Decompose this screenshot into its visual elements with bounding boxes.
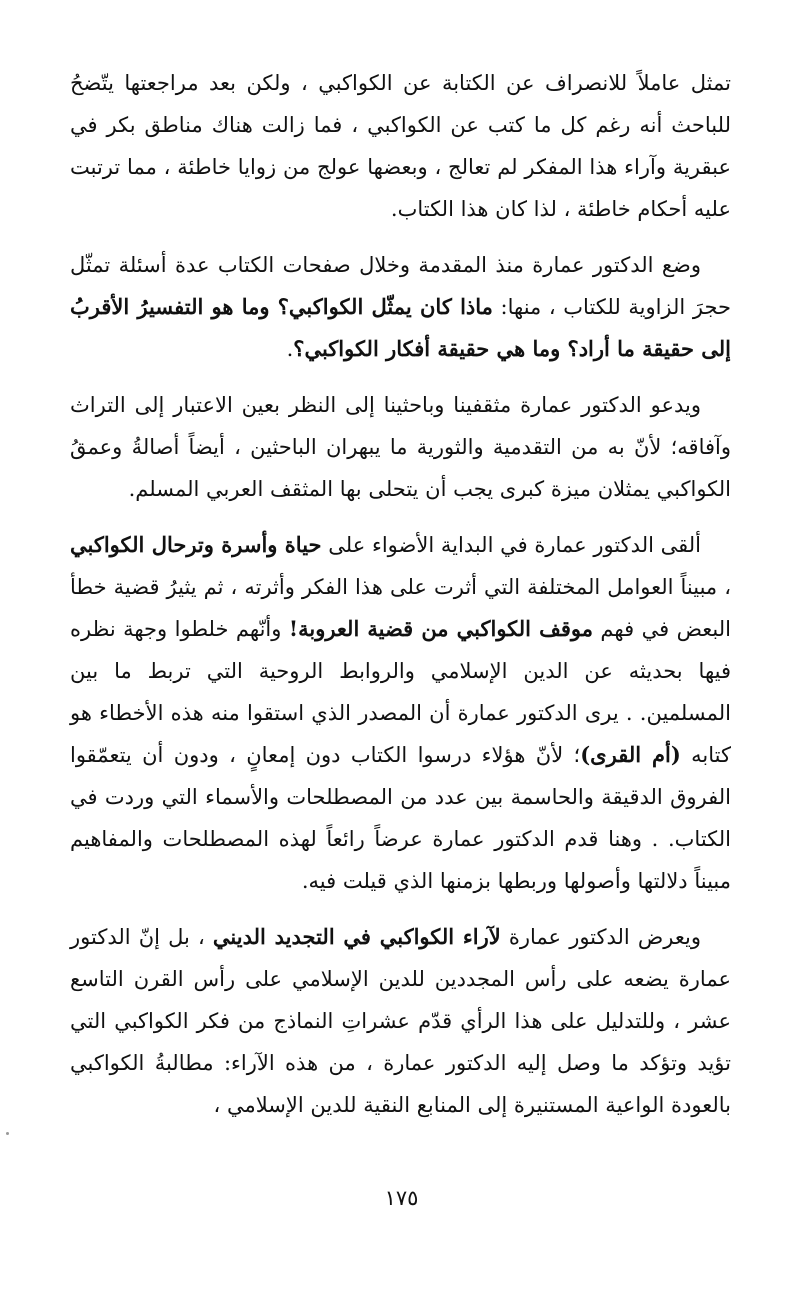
page-number: ١٧٥ <box>384 1186 419 1210</box>
text-run: تمثل عاملاً للانصراف عن الكتابة عن الكواكبي ، ولكن بعد مراجعتها يتّضحُ للباحث أنه رغم كل ما كتب عن الكواكبي ، فما زالت هناك مناطق بكر في عبقرية وآراء هذا المفكر لم تعالج ، وبعضها عولج من زوايا خاطئة ، مما ترتبت عليه أحكام خاطئة ، لذا كان هذا الكتاب. <box>70 71 732 221</box>
bold-text-run: حياة وأسرة وترحال الكواكبي <box>70 532 322 557</box>
paragraph <box>70 62 731 230</box>
text-run: ، بل إنّ الدكتور عمارة يضعه على رأس المجددين للدين الإسلامي على رأس القرن التاسع عشر ، وللتدليل على هذا الرأي قدّم عشراتِ النماذج من فكر الكواكبي التي تؤيد وتؤكد ما وصل إليه الدكتور عمارة ، من هذه الآراء: مطالبةُ الكواكبي بالعودة الواعية المستنيرة إلى المنابع النقية للدين الإسلامي ، <box>70 925 731 1117</box>
bold-text-run: لآراء الكواكبي في التجديد الديني <box>212 924 501 949</box>
text-run: . <box>286 337 294 361</box>
text-run: ويدعو الدكتور عمارة مثقفينا وباحثينا إلى النظر بعين الاعتبار إلى التراث وآفاقه؛ لأنّ به من التقدمية والثورية ما يبهران الباحثين ، أيضاً أصالةُ وعمقُ الكواكبي يمثلان ميزة كبرى يجب أن يتحلى بها المثقف العربي المسلم. <box>70 393 731 501</box>
text-run: ألقى الدكتور عمارة في البداية الأضواء على <box>321 533 702 557</box>
text-run: وأنّهم خلطوا وجهة نظره فيها بحديثه عن الدين الإسلامي والروابط الروحية التي تربط ما بين المسلمين. . يرى الدكتور عمارة أن المصدر الذي استقوا منه هذه الأخطاء هو كتابه <box>70 617 731 767</box>
paragraph <box>70 916 731 1126</box>
body-text <box>70 62 731 1140</box>
margin-mark <box>6 1132 9 1135</box>
text-run: ؛ لأنّ هؤلاء درسوا الكتاب دون إمعانٍ ، ودون أن يتعمّقوا الفروق الدقيقة والحاسمة بين عدد من المصطلحات والأسماء التي وردت في الكتاب. . وهنا قدم الدكتور عمارة عرضاً رائعاً لهذه المصطلحات والمفاهيم مبيناً دلالتها وأصولها وربطها بزمنها الذي قيلت فيه. <box>70 743 731 893</box>
paragraph <box>70 524 731 902</box>
bold-text-run: موقف الكواكبي من قضية العروبة! <box>288 616 593 641</box>
bold-text-run: ماذا كان يمثّل الكواكبي؟ وما هو التفسيرُ الأقربُ إلى حقيقة ما أراد؟ وما هي حقيقة أفكار الكواكبي؟ <box>70 294 731 361</box>
paragraph <box>70 384 731 510</box>
text-run: ويعرض الدكتور عمارة <box>500 925 701 949</box>
text-run: وضع الدكتور عمارة منذ المقدمة وخلال صفحات الكتاب عدة أسئلة تمثّل حجرَ الزاوية للكتاب ، منها: <box>70 253 731 319</box>
paragraph <box>70 244 731 370</box>
text-run: ، مبيناً العوامل المختلفة التي أثرت على هذا الفكر وأثرته ، ثم يثيرُ قضية خطأ البعض في فهم <box>70 575 732 641</box>
bold-text-run: (أم القرى) <box>580 742 681 767</box>
